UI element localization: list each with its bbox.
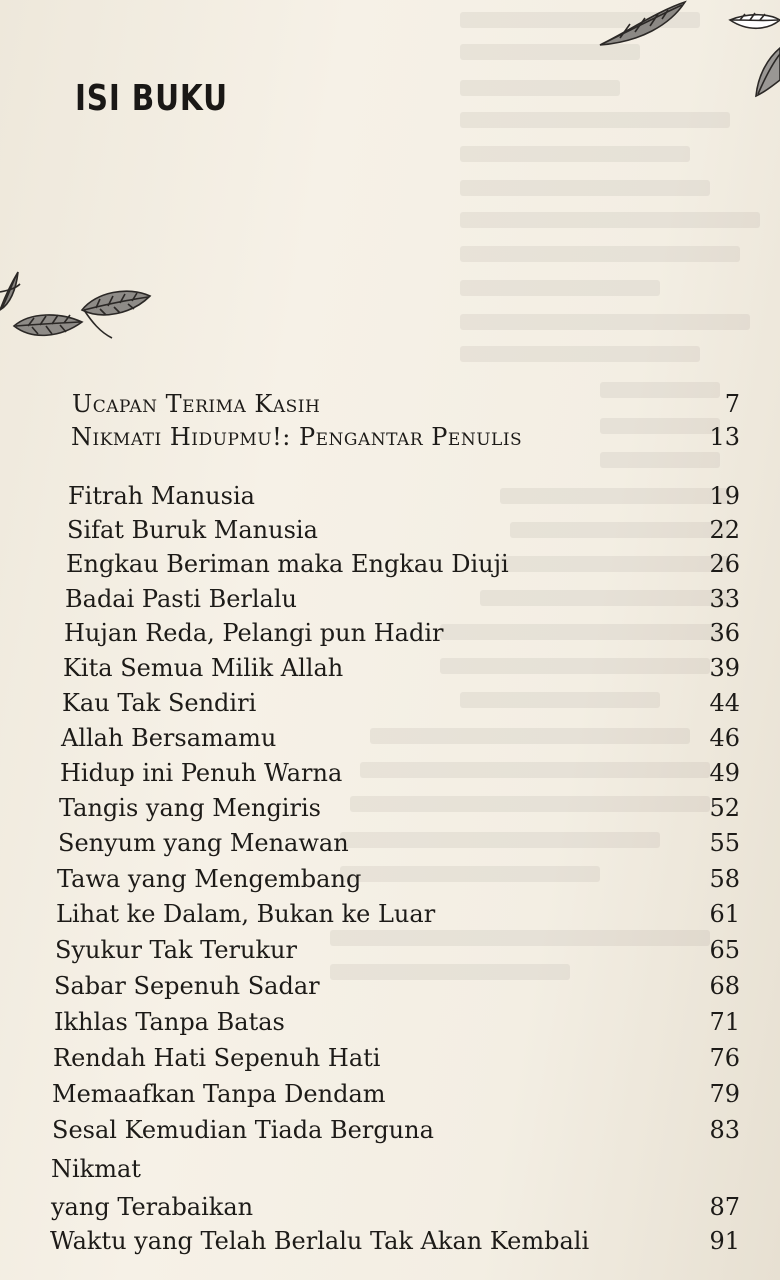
toc-entry-title: Senyum yang Menawan <box>58 829 349 857</box>
toc-entry[interactable] <box>0 933 760 967</box>
toc-entry-page: 19 <box>709 482 740 510</box>
toc-entry-title: Badai Pasti Berlalu <box>65 585 297 613</box>
toc-entry[interactable] <box>0 1224 760 1258</box>
toc-entry-page: 87 <box>709 1193 740 1221</box>
toc-entry-title: Kita Semua Milik Allah <box>63 654 344 682</box>
toc-entry[interactable] <box>0 1077 760 1111</box>
toc-entry-page: 22 <box>709 516 740 544</box>
toc-entry-page: 13 <box>709 423 740 451</box>
toc-entry-title: Lihat ke Dalam, Bukan ke Luar <box>56 900 436 928</box>
toc-entry[interactable] <box>0 721 760 755</box>
toc-entry-page: 46 <box>709 724 740 752</box>
toc-entry-title: Memaafkan Tanpa Dendam <box>52 1080 386 1108</box>
toc-entry[interactable] <box>0 862 760 896</box>
toc-entry-title: Nikmat <box>51 1155 141 1183</box>
toc-entry-title: Sifat Buruk Manusia <box>67 516 318 544</box>
toc-entry-title: Waktu yang Telah Berlalu Tak Akan Kembali <box>50 1227 590 1255</box>
toc-entry[interactable] <box>0 387 760 421</box>
toc-entry-page: 61 <box>709 900 740 928</box>
toc-entry-title: Ucapan Terima Kasih <box>72 390 321 418</box>
page-title: ISI BUKU <box>75 78 228 119</box>
toc-entry[interactable] <box>0 651 760 685</box>
toc-entry[interactable] <box>0 420 760 454</box>
toc-entry-page: 49 <box>709 759 740 787</box>
toc-entry-title: Kau Tak Sendiri <box>62 689 257 717</box>
toc-entry-title: yang Terabaikan <box>51 1193 254 1221</box>
toc-entry-title: Allah Bersamamu <box>61 724 277 752</box>
toc-entry[interactable] <box>0 686 760 720</box>
toc-entry[interactable] <box>0 1113 760 1147</box>
toc-entry[interactable] <box>0 826 760 860</box>
toc-entry-title: Hidup ini Penuh Warna <box>60 759 343 787</box>
toc-entry-title: Fitrah Manusia <box>68 482 255 510</box>
toc-entry-page: 36 <box>709 619 740 647</box>
toc-entry[interactable] <box>0 1152 760 1186</box>
toc-entry-page: 68 <box>709 972 740 1000</box>
toc-entry[interactable] <box>0 513 760 547</box>
toc-entry-page: 65 <box>709 936 740 964</box>
toc-entry-title: Ikhlas Tanpa Batas <box>54 1008 285 1036</box>
toc-entry[interactable] <box>0 479 760 513</box>
toc-entry-title: Hujan Reda, Pelangi pun Hadir <box>64 619 444 647</box>
toc-entry-title: Sesal Kemudian Tiada Berguna <box>52 1116 434 1144</box>
toc-entry-title: Nikmati Hidupmu!: Pengantar Penulis <box>71 423 523 451</box>
toc-entry-page: 83 <box>709 1116 740 1144</box>
toc-entry[interactable] <box>0 1005 760 1039</box>
toc-entry-page: 71 <box>709 1008 740 1036</box>
toc-entry-title: Tawa yang Mengembang <box>57 865 362 893</box>
toc-entry[interactable] <box>0 1190 760 1224</box>
toc-entry-page: 55 <box>709 829 740 857</box>
toc-entry[interactable] <box>0 791 760 825</box>
toc-entry-title: Engkau Beriman maka Engkau Diuji <box>66 550 509 578</box>
toc-entry[interactable] <box>0 547 760 581</box>
toc-entry-page: 52 <box>709 794 740 822</box>
toc-entry-page: 7 <box>724 390 740 418</box>
toc-entry[interactable] <box>0 969 760 1003</box>
toc-entry-page: 26 <box>709 550 740 578</box>
toc-entry-page: 44 <box>709 689 740 717</box>
toc-entry-page: 58 <box>709 865 740 893</box>
toc-entry-title: Sabar Sepenuh Sadar <box>54 972 320 1000</box>
toc-entry-title: Syukur Tak Terukur <box>55 936 297 964</box>
toc-entry[interactable] <box>0 582 760 616</box>
toc-entry[interactable] <box>0 756 760 790</box>
toc-entry-title: Tangis yang Mengiris <box>59 794 321 822</box>
toc-entry-page: 39 <box>709 654 740 682</box>
toc-entry-page: 79 <box>709 1080 740 1108</box>
toc-entry-page: 91 <box>709 1227 740 1255</box>
toc-entry-page: 76 <box>709 1044 740 1072</box>
toc-entry-title: Rendah Hati Sepenuh Hati <box>53 1044 381 1072</box>
toc-entry-page: 33 <box>709 585 740 613</box>
toc-entry[interactable] <box>0 616 760 650</box>
toc-entry[interactable] <box>0 897 760 931</box>
toc-entry[interactable] <box>0 1041 760 1075</box>
